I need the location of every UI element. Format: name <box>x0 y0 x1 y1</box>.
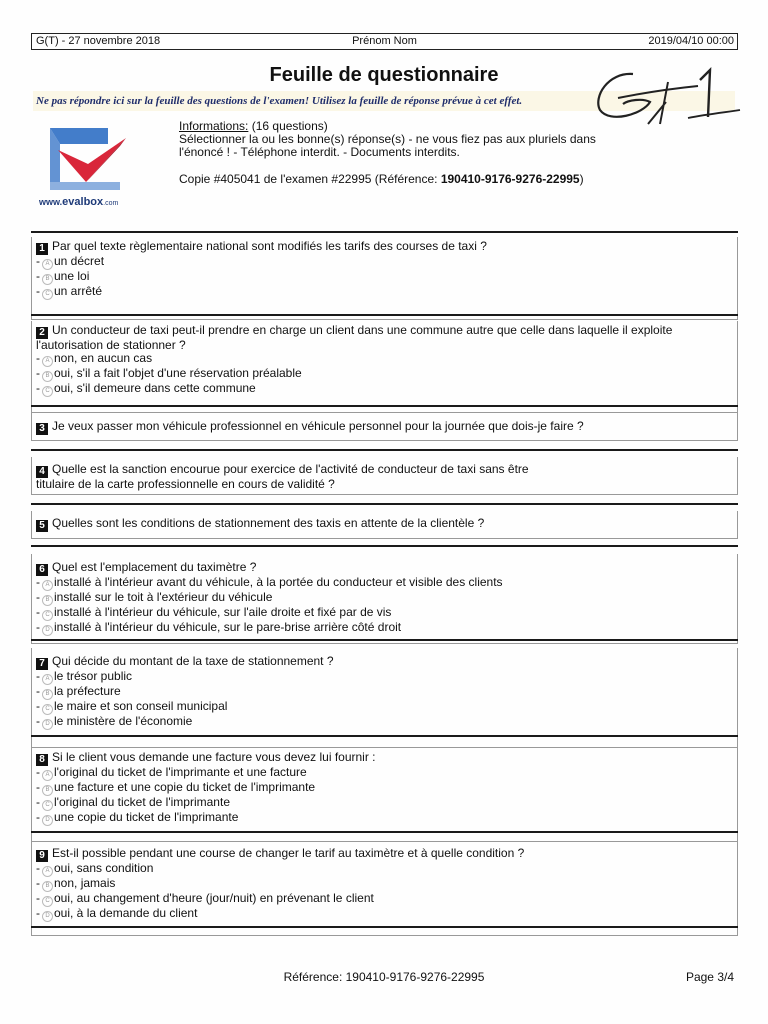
question-text: Quel est l'emplacement du taximètre ? <box>52 560 257 574</box>
question-number: 3 <box>36 423 48 435</box>
question-block-8 <box>31 744 738 842</box>
section-divider <box>31 926 738 928</box>
option-letter-icon: C <box>42 289 53 300</box>
answer-option: - D installé à l'intérieur du véhicule, sur le pare-brise arrière côté droit <box>36 620 402 634</box>
question-text: Par quel texte règlementaire national sont modifiés les tarifs des courses de taxi ? <box>52 239 487 253</box>
question-number: 7 <box>36 658 48 670</box>
answer-option: - B une facture et une copie du ticket de l'imprimante <box>36 780 316 794</box>
question-number: 4 <box>36 466 48 478</box>
answer-option: - B la préfecture <box>36 684 121 698</box>
answer-option: - A non, en aucun cas <box>36 351 153 365</box>
answer-option: - C oui, au changement d'heure (jour/nuit) en prévenant le client <box>36 891 374 905</box>
question-text: Est-il possible pendant une course de changer le tarif au taximètre et à quelle condition ? <box>52 846 525 860</box>
exam-info <box>179 120 739 186</box>
option-letter-icon: A <box>42 356 53 367</box>
question-text: Quelle est la sanction encourue pour exercice de l'activité de conducteur de taxi sans être titulaire de la carte professionnelle en cours de validité ? <box>36 462 529 491</box>
answer-option: - D le ministère de l'économie <box>36 714 193 728</box>
question-text: Qui décide du montant de la taxe de stationnement ? <box>52 654 334 668</box>
option-letter-icon: C <box>42 610 53 621</box>
header-bar <box>31 33 738 50</box>
question-block-1 <box>31 237 738 320</box>
option-letter-icon: C <box>42 896 53 907</box>
option-letter-icon: A <box>42 259 53 270</box>
question-text: Si le client vous demande une facture vous devez lui fournir : <box>52 750 376 764</box>
page-title: Feuille de questionnaire <box>269 64 499 86</box>
question-block-7 <box>31 648 738 748</box>
answer-option: - A oui, sans condition <box>36 861 154 875</box>
answer-option: - C l'original du ticket de l'imprimante <box>36 795 230 809</box>
answer-option: - A le trésor public <box>36 669 133 683</box>
section-divider <box>31 545 738 547</box>
answer-option: - B oui, s'il a fait l'objet d'une réservation préalable <box>36 366 302 380</box>
question-number: 5 <box>36 520 48 532</box>
option-letter-icon: A <box>42 580 53 591</box>
option-letter-icon: B <box>42 785 53 796</box>
question-number: 8 <box>36 754 48 766</box>
section-divider <box>31 405 738 407</box>
logo-text: www.evalbox.com <box>39 196 119 208</box>
option-letter-icon: A <box>42 866 53 877</box>
header-exam-date: G(T) - 27 novembre 2018 <box>36 35 161 47</box>
option-letter-icon: A <box>42 770 53 781</box>
answer-option: - C le maire et son conseil municipal <box>36 699 228 713</box>
option-letter-icon: B <box>42 274 53 285</box>
instructions-line: Sélectionner la ou les bonne(s) réponse(s) - ne vous fiez pas aux pluriels dans <box>179 132 596 146</box>
header-timestamp: 2019/04/10 00:00 <box>648 35 734 47</box>
answer-option: - D une copie du ticket de l'imprimante <box>36 810 239 824</box>
section-divider <box>31 503 738 505</box>
option-letter-icon: B <box>42 689 53 700</box>
section-divider <box>31 231 738 233</box>
question-block-3 <box>31 413 738 441</box>
option-letter-icon: D <box>42 625 53 636</box>
option-letter-icon: B <box>42 595 53 606</box>
page-number: Page 3/4 <box>685 970 734 984</box>
question-number: 6 <box>36 564 48 576</box>
answer-option: - C oui, s'il demeure dans cette commune <box>36 381 256 395</box>
answer-option: - B installé sur le toit à l'extérieur du véhicule <box>36 590 273 604</box>
question-text: Je veux passer mon véhicule professionnel en véhicule personnel pour la journée que dois-je faire ? <box>52 419 584 433</box>
question-count: (16 questions) <box>251 119 328 133</box>
answer-option: - A l'original du ticket de l'imprimante et une facture <box>36 765 307 779</box>
answer-option: - B une loi <box>36 269 90 283</box>
question-block-5 <box>31 511 738 539</box>
answer-option: - D oui, à la demande du client <box>36 906 198 920</box>
instructions-line: l'énoncé ! - Téléphone interdit. - Documents interdits. <box>179 145 460 159</box>
answer-option: - C installé à l'intérieur du véhicule, sur l'aile droite et fixé par de vis <box>36 605 392 619</box>
info-label: Informations: <box>179 119 249 133</box>
section-divider <box>31 314 738 316</box>
question-block-4 <box>31 457 738 495</box>
answer-option: - A un décret <box>36 254 105 268</box>
section-divider <box>31 735 738 737</box>
option-letter-icon: C <box>42 800 53 811</box>
question-number: 2 <box>36 327 48 339</box>
option-letter-icon: B <box>42 371 53 382</box>
answer-option: - C un arrêté <box>36 284 103 298</box>
question-number: 9 <box>36 850 48 862</box>
option-letter-icon: D <box>42 719 53 730</box>
option-letter-icon: C <box>42 704 53 715</box>
question-text: Quelles sont les conditions de stationnement des taxis en attente de la clientèle ? <box>52 516 485 530</box>
section-divider <box>31 449 738 451</box>
option-letter-icon: C <box>42 386 53 397</box>
section-divider <box>31 639 738 641</box>
question-number: 1 <box>36 243 48 255</box>
question-block-2 <box>31 321 738 413</box>
footer-reference: Référence: 190410-9176-9276-22995 <box>283 970 485 984</box>
answer-option: - B non, jamais <box>36 876 116 890</box>
warning-banner: Ne pas répondre ici sur la feuille des questions de l'examen! Utilisez la feuille de réponse prévue à cet effet. <box>33 91 735 111</box>
question-block-6 <box>31 554 738 644</box>
option-letter-icon: B <box>42 881 53 892</box>
answer-option: - A installé à l'intérieur avant du véhicule, à la portée du conducteur et visible des clients <box>36 575 503 589</box>
question-text: Un conducteur de taxi peut-il prendre en charge un client dans une commune autre que celle dans laquelle il exploite l'autorisation de stationner ? <box>36 323 673 352</box>
copy-reference: Copie #405041 de l'examen #22995 (Référence: 190410-9176-9276-22995) <box>179 172 584 186</box>
option-letter-icon: D <box>42 911 53 922</box>
option-letter-icon: D <box>42 815 53 826</box>
header-student-name: Prénom Nom <box>352 35 417 47</box>
section-divider <box>31 831 738 833</box>
question-block-9 <box>31 840 738 936</box>
option-letter-icon: A <box>42 674 53 685</box>
